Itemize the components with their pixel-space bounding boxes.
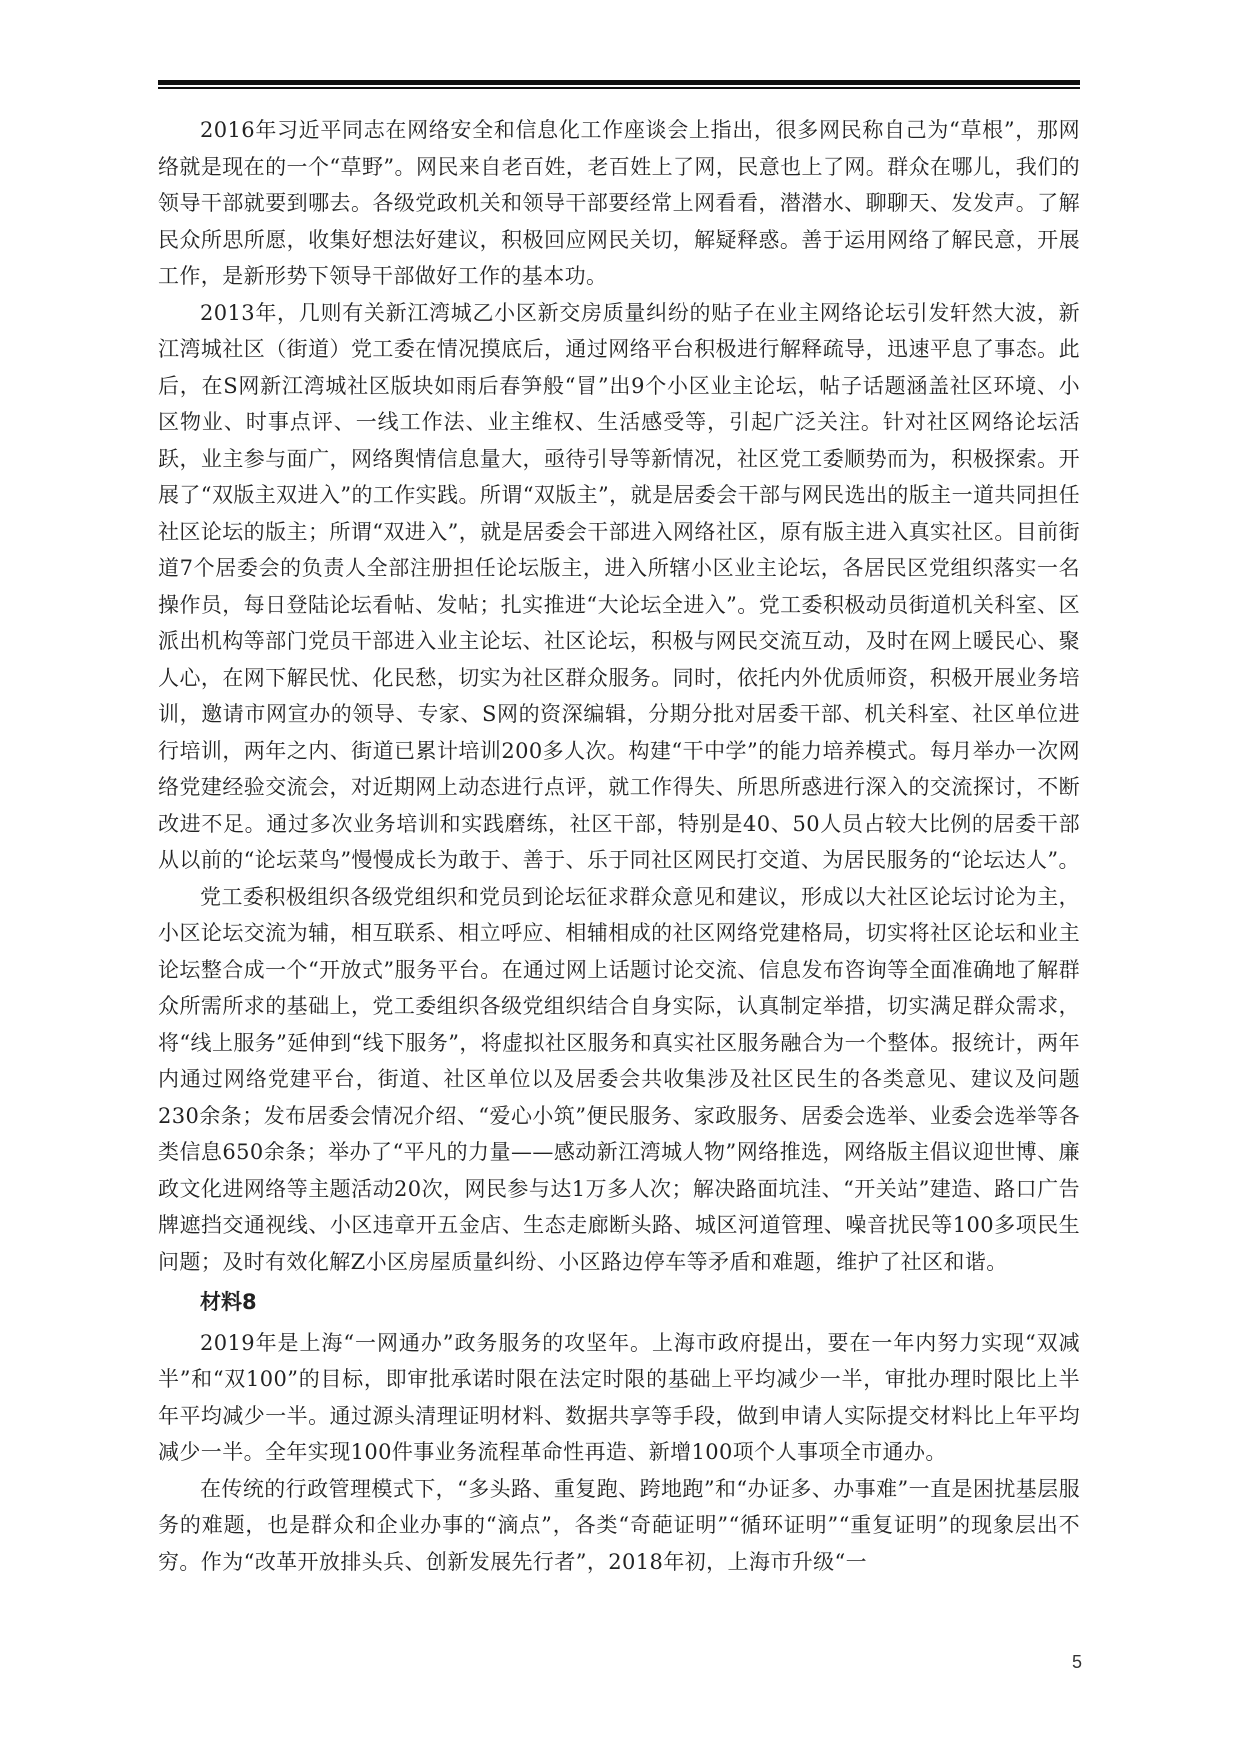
paragraph-3: 党工委积极组织各级党组织和党员到论坛征求群众意见和建议，形成以大社区论坛讨论为主，小区论坛交流为辅，相互联系、相立呼应、相辅相成的社区网络党建格局，切实将社区论坛和业主论坛整合成一个“开放式”服务平台。在通过网上话题讨论交流、信息发布咨询等全面准确地了解群众所需所求的基础上，党工委组织各级党组织结合自身实际，认真制定举措，切实满足群众需求，将“线上服务”延伸到“线下服务”，将虚拟社区服务和真实社区服务融合为一个整体。报统计，两年内通过网络党建平台，街道、社区单位以及居委会共收集涉及社区民生的各类意见、建议及问题230余条；发布居委会情况介绍、“爱心小筑”便民服务、家政服务、居委会选举、业委会选举等各类信息650余条；举办了“平凡的力量——感动新江湾城人物”网络推选，网络版主倡议迎世博、廉政文化进网络等主题活动20次，网民参与达1万多人次；解决路面坑洼、“开关站”建造、路口广告牌遮挡交通视线、小区违章开五金店、生态走廊断头路、城区河道管理、噪音扰民等100多项民生问题；及时有效化解Z小区房屋质量纠纷、小区路边停车等矛盾和难题，维护了社区和谐。 [158, 884, 1080, 1274]
paragraph-1: 2016年习近平同志在网络安全和信息化工作座谈会上指出，很多网民称自己为“草根”，那网络就是现在的一个“草野”。网民来自老百姓，老百姓上了网，民意也上了网。群众在哪儿，我们的领导干部就要到哪去。各级党政机关和领导干部要经常上网看看，潜潜水、聊聊天、发发声。了解民众所思所愿，收集好想法好建议，积极回应网民关切，解疑释惑。善于运用网络了解民意，开展工作，是新形势下领导干部做好工作的基本功。 [158, 118, 1080, 288]
header-rule-thin [158, 87, 1080, 89]
page-content [158, 112, 1080, 1580]
section-heading: 材料8 [200, 1290, 257, 1314]
page-number: 5 [1071, 1652, 1082, 1672]
section-paragraph-1: 2019年是上海“一网通办”政务服务的攻坚年。上海市政府提出，要在一年内努力实现“双减半”和“双100”的目标，即审批承诺时限在法定时限的基础上平均减少一半，审批办理时限比上半年平均减少一半。通过源头清理证明材料、数据共享等手段，做到申请人实际提交材料比上年平均减少一半。全年实现100件事业务流程革命性再造、新增100项个人事项全市通办。 [158, 1330, 1080, 1464]
paragraph-2: 2013年，几则有关新江湾城乙小区新交房质量纠纷的贴子在业主网络论坛引发轩然大波，新江湾城社区（街道）党工委在情况摸底后，通过网络平台积极进行解释疏导，迅速平息了事态。此后，在S网新江湾城社区版块如雨后春笋般“冒”出9个小区业主论坛，帖子话题涵盖社区环境、小区物业、时事点评、一线工作法、业主维权、生活感受等，引起广泛关注。针对社区网络论坛活跃，业主参与面广，网络舆情信息量大，亟待引导等新情况，社区党工委顺势而为，积极探索。开展了“双版主双进入”的工作实践。所谓“双版主”，就是居委会干部与网民选出的版主一道共同担任社区论坛的版主；所谓“双进入”，就是居委会干部进入网络社区，原有版主进入真实社区。目前街道7个居委会的负责人全部注册担任论坛版主，进入所辖小区业主论坛，各居民区党组织落实一名操作员，每日登陆论坛看帖、发帖；扎实推进“大论坛全进入”。党工委积极动员街道机关科室、区派出机构等部门党员干部进入业主论坛、社区论坛，积极与网民交流互动，及时在网上暖民心、聚人心，在网下解民忧、化民愁，切实为社区群众服务。同时，依托内外优质师资，积极开展业务培训，邀请市网宣办的领导、专家、S网的资深编辑，分期分批对居委干部、机关科室、社区单位进行培训，两年之内、街道已累计培训200多人次。构建“干中学”的能力培养模式。每月举办一次网络党建经验交流会，对近期网上动态进行点评，就工作得失、所思所惑进行深入的交流探讨，不断改进不足。通过多次业务培训和实践磨练，社区干部，特别是40、50人员占较大比例的居委干部从以前的“论坛菜鸟”慢慢成长为敢于、善于、乐于同社区网民打交道、为居民服务的“论坛达人”。 [158, 300, 1080, 872]
section-paragraph-2: 在传统的行政管理模式下，“多头路、重复跑、跨地跑”和“办证多、办事难”一直是困扰基层服务的难题，也是群众和企业办事的“滴点”，各类“奇葩证明”“循环证明”“重复证明”的现象层出不穷。作为“改革开放排头兵、创新发展先行者”，2018年初，上海市升级“一 [158, 1476, 1080, 1574]
header-rule-thick [158, 80, 1080, 85]
